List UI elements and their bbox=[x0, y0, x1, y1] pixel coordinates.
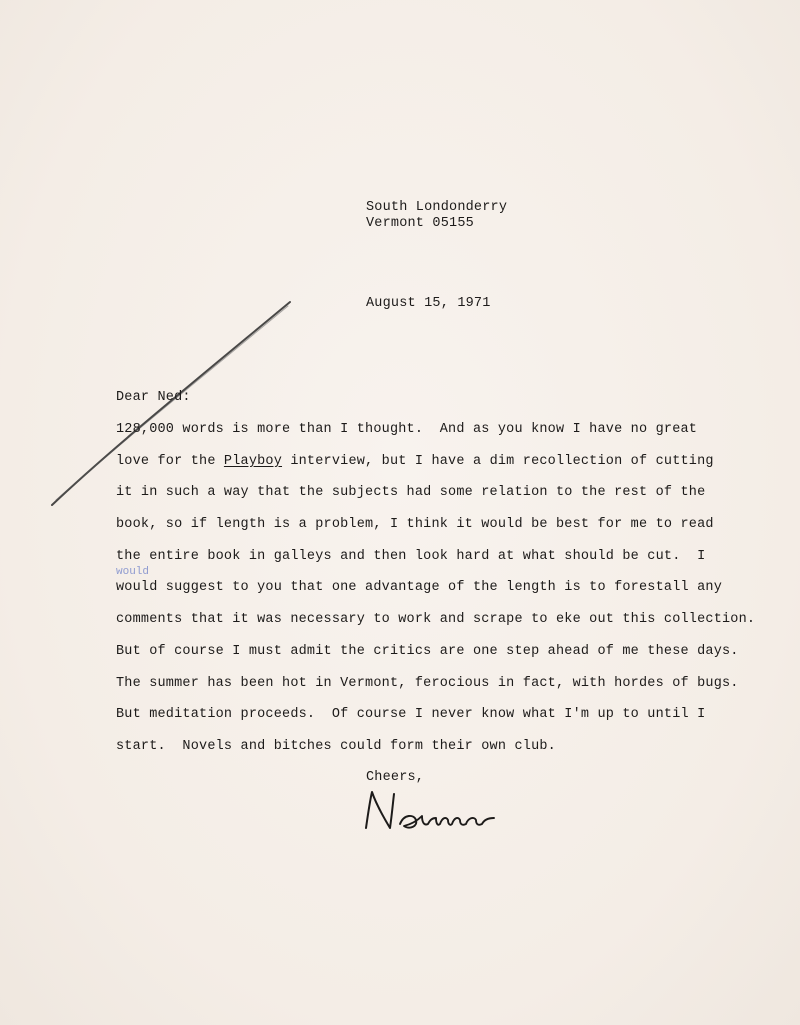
salutation: Dear Ned: bbox=[116, 390, 191, 405]
playboy-title: Playboy bbox=[223, 453, 283, 469]
body-line: 128,000 words is more than I thought. And as you know I have no great bbox=[116, 422, 698, 437]
sender-address bbox=[366, 200, 507, 232]
body-line: start. Novels and bitches could form their own club. bbox=[116, 738, 556, 754]
body-line: it in such a way that the subjects had some relation to the rest of the bbox=[116, 485, 706, 501]
body-line: love for the Playboy interview, but I have a dim recollection of cutting bbox=[116, 453, 714, 469]
body-line: But of course I must admit the critics are one step ahead of me these days. bbox=[116, 643, 739, 659]
letter-body bbox=[116, 422, 756, 771]
address-line-2: Vermont 05155 bbox=[366, 216, 474, 231]
body-line: book, so if length is a problem, I think it would be best for me to read bbox=[116, 517, 714, 533]
body-line: would suggest to you that one advantage of the length is to forestall any bbox=[116, 580, 722, 596]
body-line: The summer has been hot in Vermont, ferocious in fact, with hordes of bugs. bbox=[116, 675, 739, 691]
handwritten-insertion: would bbox=[116, 566, 150, 578]
address-line-1: South Londonderry bbox=[366, 200, 508, 215]
signature-norman bbox=[360, 784, 510, 840]
body-line: comments that it was necessary to work and scrape to eke out this collection. bbox=[116, 612, 756, 628]
letter-date: August 15, 1971 bbox=[366, 296, 491, 311]
body-line: But meditation proceeds. Of course I never know what I'm up to until I bbox=[116, 707, 706, 723]
closing: Cheers, bbox=[366, 770, 425, 785]
body-line: the entire book in galleys and then look hard at what should be cut. I bbox=[116, 548, 706, 564]
